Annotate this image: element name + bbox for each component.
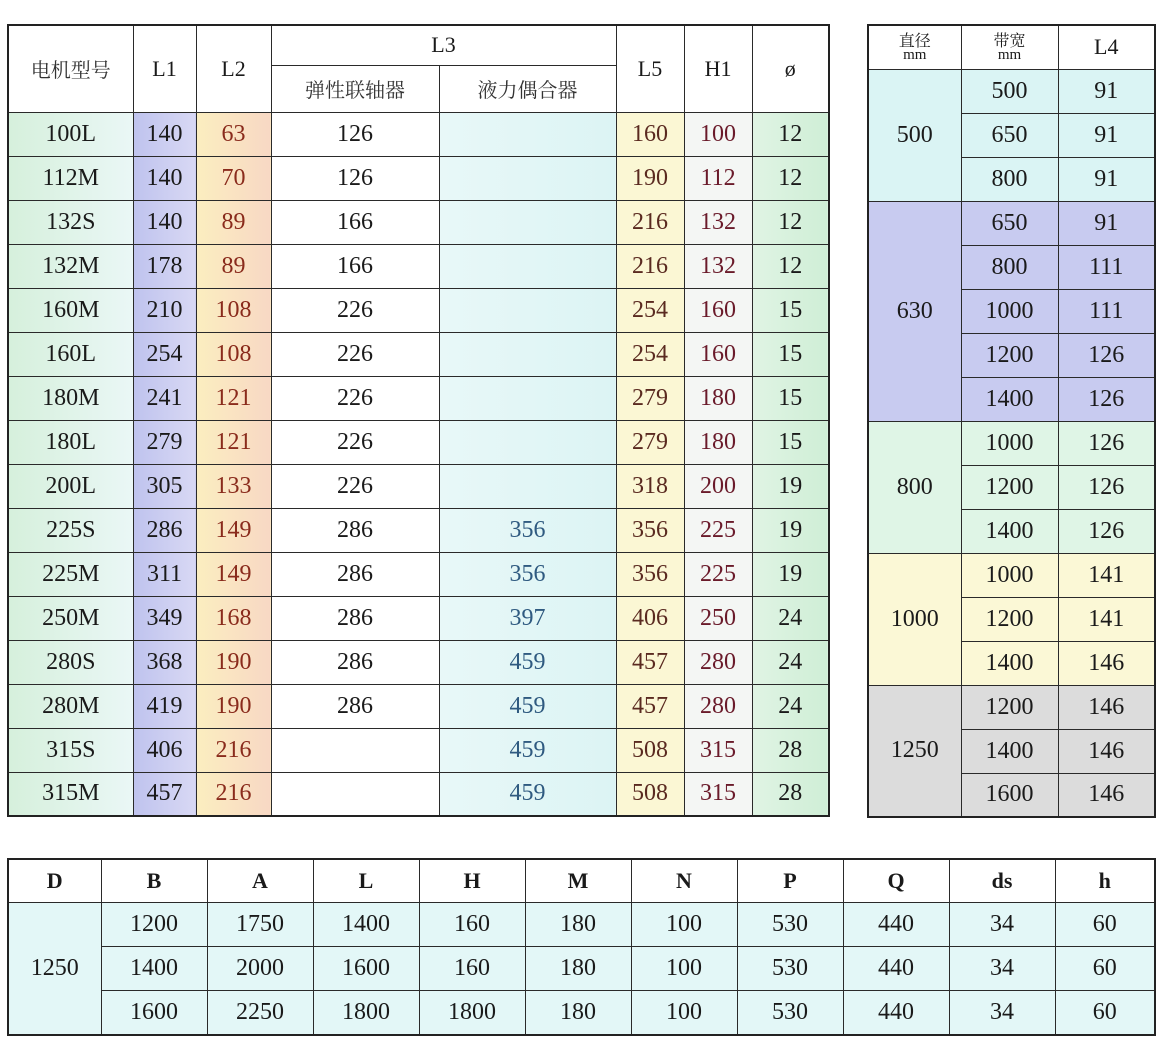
value-cell-p: 530 <box>737 991 843 1035</box>
value-cell-l: 1600 <box>313 947 419 991</box>
l5-cell: 216 <box>616 200 684 244</box>
motor-model-cell: 315S <box>8 728 133 772</box>
l1-cell: 140 <box>133 156 196 200</box>
l5-cell: 508 <box>616 728 684 772</box>
l5-cell: 216 <box>616 244 684 288</box>
h1-cell: 132 <box>684 244 752 288</box>
l1-cell: 349 <box>133 596 196 640</box>
value-cell-m: 180 <box>525 991 631 1035</box>
belt-width-cell: 650 <box>961 113 1058 157</box>
motor-model-cell: 112M <box>8 156 133 200</box>
header-belt-width: 带宽 mm <box>961 25 1058 69</box>
l3-fluid-cell: 459 <box>439 640 616 684</box>
belt-width-cell: 650 <box>961 201 1058 245</box>
motor-model-cell: 225M <box>8 552 133 596</box>
l5-cell: 406 <box>616 596 684 640</box>
l3-fluid-cell: 459 <box>439 728 616 772</box>
table-row <box>8 947 1155 991</box>
value-cell-q: 440 <box>843 903 949 947</box>
l4-cell: 111 <box>1058 245 1155 289</box>
h1-cell: 280 <box>684 640 752 684</box>
table-row <box>868 201 1155 245</box>
l5-cell: 356 <box>616 508 684 552</box>
l3-elastic-cell: 286 <box>271 552 439 596</box>
h1-cell: 200 <box>684 464 752 508</box>
header-l2: L2 <box>196 25 271 112</box>
table-row <box>8 156 829 200</box>
value-cell-ds: 34 <box>949 903 1055 947</box>
value-cell-p: 530 <box>737 947 843 991</box>
l5-cell: 356 <box>616 552 684 596</box>
l3-elastic-cell: 126 <box>271 112 439 156</box>
value-cell-n: 100 <box>631 903 737 947</box>
l5-cell: 190 <box>616 156 684 200</box>
l3-elastic-cell: 226 <box>271 332 439 376</box>
l5-cell: 160 <box>616 112 684 156</box>
value-cell-q: 440 <box>843 947 949 991</box>
l2-cell: 108 <box>196 332 271 376</box>
h1-cell: 180 <box>684 420 752 464</box>
phi-cell: 12 <box>752 200 829 244</box>
table-row <box>8 640 829 684</box>
belt-width-cell: 800 <box>961 245 1058 289</box>
motor-model-cell: 160L <box>8 332 133 376</box>
belt-width-cell: 1400 <box>961 729 1058 773</box>
l2-cell: 121 <box>196 376 271 420</box>
header-diameter: 直径 mm <box>868 25 961 69</box>
table-row <box>868 685 1155 729</box>
base-table-body <box>8 903 1155 1035</box>
l4-cell: 126 <box>1058 377 1155 421</box>
value-cell-m: 180 <box>525 947 631 991</box>
belt-width-cell: 800 <box>961 157 1058 201</box>
belt-width-cell: 1400 <box>961 641 1058 685</box>
base-table-header-row <box>8 859 1155 903</box>
belt-width-cell: 1200 <box>961 465 1058 509</box>
value-cell-n: 100 <box>631 991 737 1035</box>
motor-model-cell: 280M <box>8 684 133 728</box>
phi-cell: 28 <box>752 728 829 772</box>
h1-cell: 315 <box>684 728 752 772</box>
value-cell-h: 60 <box>1055 947 1155 991</box>
phi-cell: 19 <box>752 552 829 596</box>
header-d: D <box>8 859 101 903</box>
drum-diameter-cell: 1000 <box>868 553 961 685</box>
l2-cell: 216 <box>196 728 271 772</box>
h1-cell: 180 <box>684 376 752 420</box>
header-q: Q <box>843 859 949 903</box>
l4-cell: 126 <box>1058 509 1155 553</box>
header-l3: L3 <box>271 25 616 65</box>
motor-model-cell: 180M <box>8 376 133 420</box>
l3-elastic-cell: 226 <box>271 420 439 464</box>
motor-model-cell: 160M <box>8 288 133 332</box>
phi-cell: 12 <box>752 112 829 156</box>
l4-cell: 146 <box>1058 685 1155 729</box>
drum-diameter-cell: 630 <box>868 201 961 421</box>
l4-cell: 141 <box>1058 597 1155 641</box>
l4-cell: 126 <box>1058 333 1155 377</box>
header-diameter-phi: ø <box>752 25 829 112</box>
l5-cell: 457 <box>616 684 684 728</box>
phi-cell: 24 <box>752 640 829 684</box>
l2-cell: 149 <box>196 552 271 596</box>
h1-cell: 225 <box>684 552 752 596</box>
l2-cell: 121 <box>196 420 271 464</box>
value-cell-p: 530 <box>737 903 843 947</box>
value-cell-b: 1600 <box>101 991 207 1035</box>
phi-cell: 19 <box>752 464 829 508</box>
value-cell-m: 180 <box>525 903 631 947</box>
table-row <box>8 244 829 288</box>
header-h: H <box>419 859 525 903</box>
table-row <box>8 200 829 244</box>
header-l3-fluid-coupling: 液力偶合器 <box>439 65 616 112</box>
l3-elastic-cell: 286 <box>271 508 439 552</box>
l3-elastic-cell: 126 <box>271 156 439 200</box>
phi-cell: 15 <box>752 376 829 420</box>
phi-cell: 15 <box>752 288 829 332</box>
l1-cell: 178 <box>133 244 196 288</box>
l2-cell: 149 <box>196 508 271 552</box>
l4-cell: 146 <box>1058 641 1155 685</box>
header-l: L <box>313 859 419 903</box>
belt-width-cell: 1400 <box>961 377 1058 421</box>
h1-cell: 160 <box>684 288 752 332</box>
header-b: B <box>101 859 207 903</box>
l4-cell: 146 <box>1058 773 1155 817</box>
drum-diameter-cell: 500 <box>868 69 961 201</box>
phi-cell: 28 <box>752 772 829 816</box>
header-motor-model: 电机型号 <box>8 25 133 112</box>
l2-cell: 190 <box>196 684 271 728</box>
header-l1: L1 <box>133 25 196 112</box>
l4-cell: 91 <box>1058 157 1155 201</box>
l4-cell: 91 <box>1058 69 1155 113</box>
value-cell-n: 100 <box>631 947 737 991</box>
d-value-cell: 1250 <box>8 903 101 1035</box>
value-cell-a: 2000 <box>207 947 313 991</box>
drum-belt-l4-table <box>867 24 1156 818</box>
l3-fluid-cell <box>439 420 616 464</box>
l2-cell: 63 <box>196 112 271 156</box>
l2-cell: 190 <box>196 640 271 684</box>
l3-elastic-cell <box>271 772 439 816</box>
l2-cell: 108 <box>196 288 271 332</box>
l2-cell: 133 <box>196 464 271 508</box>
table-row <box>8 420 829 464</box>
l4-cell: 141 <box>1058 553 1155 597</box>
value-cell-q: 440 <box>843 991 949 1035</box>
value-cell-h: 60 <box>1055 903 1155 947</box>
table-row <box>868 69 1155 113</box>
table-row <box>8 684 829 728</box>
value-cell-ds: 34 <box>949 947 1055 991</box>
l1-cell: 140 <box>133 200 196 244</box>
l2-cell: 216 <box>196 772 271 816</box>
l4-cell: 111 <box>1058 289 1155 333</box>
l1-cell: 254 <box>133 332 196 376</box>
motor-model-cell: 200L <box>8 464 133 508</box>
header-n: N <box>631 859 737 903</box>
header-m: M <box>525 859 631 903</box>
phi-cell: 12 <box>752 156 829 200</box>
value-cell-l: 1400 <box>313 903 419 947</box>
l1-cell: 368 <box>133 640 196 684</box>
l5-cell: 318 <box>616 464 684 508</box>
table-row <box>8 772 829 816</box>
belt-width-cell: 1000 <box>961 421 1058 465</box>
phi-cell: 15 <box>752 420 829 464</box>
l1-cell: 305 <box>133 464 196 508</box>
belt-width-cell: 500 <box>961 69 1058 113</box>
l5-cell: 457 <box>616 640 684 684</box>
motor-model-cell: 132M <box>8 244 133 288</box>
l5-cell: 279 <box>616 420 684 464</box>
table-row <box>8 464 829 508</box>
l5-cell: 508 <box>616 772 684 816</box>
l1-cell: 457 <box>133 772 196 816</box>
header-l4: L4 <box>1058 25 1155 69</box>
l5-cell: 254 <box>616 332 684 376</box>
h1-cell: 225 <box>684 508 752 552</box>
phi-cell: 24 <box>752 684 829 728</box>
l4-cell: 91 <box>1058 113 1155 157</box>
value-cell-a: 1750 <box>207 903 313 947</box>
base-dimension-table <box>7 858 1156 1036</box>
l1-cell: 406 <box>133 728 196 772</box>
motor-model-cell: 315M <box>8 772 133 816</box>
header-a: A <box>207 859 313 903</box>
motor-model-cell: 225S <box>8 508 133 552</box>
table-row <box>8 552 829 596</box>
table-row <box>8 596 829 640</box>
l3-fluid-cell: 459 <box>439 684 616 728</box>
l2-cell: 89 <box>196 244 271 288</box>
l2-cell: 89 <box>196 200 271 244</box>
phi-cell: 12 <box>752 244 829 288</box>
l3-elastic-cell: 286 <box>271 596 439 640</box>
l2-cell: 168 <box>196 596 271 640</box>
header-l5: L5 <box>616 25 684 112</box>
table-row <box>8 376 829 420</box>
motor-table-body <box>8 112 829 816</box>
l3-fluid-cell <box>439 464 616 508</box>
belt-width-cell: 1200 <box>961 333 1058 377</box>
drum-diameter-cell: 1250 <box>868 685 961 817</box>
header-h: h <box>1055 859 1155 903</box>
h1-cell: 315 <box>684 772 752 816</box>
l3-fluid-cell <box>439 156 616 200</box>
l3-elastic-cell: 286 <box>271 684 439 728</box>
l1-cell: 311 <box>133 552 196 596</box>
value-cell-a: 2250 <box>207 991 313 1035</box>
header-l3-elastic-coupling: 弹性联轴器 <box>271 65 439 112</box>
motor-model-cell: 132S <box>8 200 133 244</box>
l3-elastic-cell: 286 <box>271 640 439 684</box>
l4-cell: 91 <box>1058 201 1155 245</box>
l3-fluid-cell: 356 <box>439 508 616 552</box>
table-row <box>8 288 829 332</box>
l3-elastic-cell: 166 <box>271 244 439 288</box>
motor-model-cell: 250M <box>8 596 133 640</box>
value-cell-h: 60 <box>1055 991 1155 1035</box>
l5-cell: 254 <box>616 288 684 332</box>
l3-fluid-cell <box>439 200 616 244</box>
belt-width-cell: 1400 <box>961 509 1058 553</box>
motor-model-cell: 280S <box>8 640 133 684</box>
l3-fluid-cell <box>439 332 616 376</box>
belt-width-cell: 1200 <box>961 685 1058 729</box>
l3-fluid-cell <box>439 288 616 332</box>
table-row <box>8 903 1155 947</box>
l4-cell: 126 <box>1058 421 1155 465</box>
l3-elastic-cell: 226 <box>271 464 439 508</box>
value-cell-h: 160 <box>419 947 525 991</box>
table-row <box>8 332 829 376</box>
l1-cell: 241 <box>133 376 196 420</box>
l3-fluid-cell <box>439 376 616 420</box>
l1-cell: 140 <box>133 112 196 156</box>
h1-cell: 280 <box>684 684 752 728</box>
belt-width-cell: 1200 <box>961 597 1058 641</box>
header-ds: ds <box>949 859 1055 903</box>
l3-fluid-cell: 397 <box>439 596 616 640</box>
h1-cell: 160 <box>684 332 752 376</box>
motor-model-cell: 100L <box>8 112 133 156</box>
table-row <box>8 112 829 156</box>
l3-fluid-cell <box>439 112 616 156</box>
value-cell-b: 1200 <box>101 903 207 947</box>
value-cell-l: 1800 <box>313 991 419 1035</box>
motor-dimension-table <box>7 24 830 817</box>
h1-cell: 250 <box>684 596 752 640</box>
l3-elastic-cell: 226 <box>271 288 439 332</box>
table-row <box>868 421 1155 465</box>
header-h1: H1 <box>684 25 752 112</box>
drum-table-body <box>868 69 1155 817</box>
value-cell-ds: 34 <box>949 991 1055 1035</box>
value-cell-h: 160 <box>419 903 525 947</box>
h1-cell: 100 <box>684 112 752 156</box>
l3-fluid-cell: 459 <box>439 772 616 816</box>
header-p: P <box>737 859 843 903</box>
belt-width-cell: 1000 <box>961 553 1058 597</box>
l3-elastic-cell: 166 <box>271 200 439 244</box>
h1-cell: 132 <box>684 200 752 244</box>
drum-diameter-cell: 800 <box>868 421 961 553</box>
table-row <box>868 553 1155 597</box>
motor-model-cell: 180L <box>8 420 133 464</box>
l4-cell: 126 <box>1058 465 1155 509</box>
l1-cell: 210 <box>133 288 196 332</box>
belt-width-cell: 1600 <box>961 773 1058 817</box>
belt-width-cell: 1000 <box>961 289 1058 333</box>
l1-cell: 419 <box>133 684 196 728</box>
value-cell-h: 1800 <box>419 991 525 1035</box>
phi-cell: 19 <box>752 508 829 552</box>
h1-cell: 112 <box>684 156 752 200</box>
l5-cell: 279 <box>616 376 684 420</box>
l3-fluid-cell: 356 <box>439 552 616 596</box>
l1-cell: 286 <box>133 508 196 552</box>
phi-cell: 15 <box>752 332 829 376</box>
table-row <box>8 508 829 552</box>
l3-elastic-cell: 226 <box>271 376 439 420</box>
table-row <box>8 991 1155 1035</box>
l1-cell: 279 <box>133 420 196 464</box>
value-cell-b: 1400 <box>101 947 207 991</box>
l2-cell: 70 <box>196 156 271 200</box>
table-row <box>8 728 829 772</box>
l3-fluid-cell <box>439 244 616 288</box>
phi-cell: 24 <box>752 596 829 640</box>
l3-elastic-cell <box>271 728 439 772</box>
l4-cell: 146 <box>1058 729 1155 773</box>
